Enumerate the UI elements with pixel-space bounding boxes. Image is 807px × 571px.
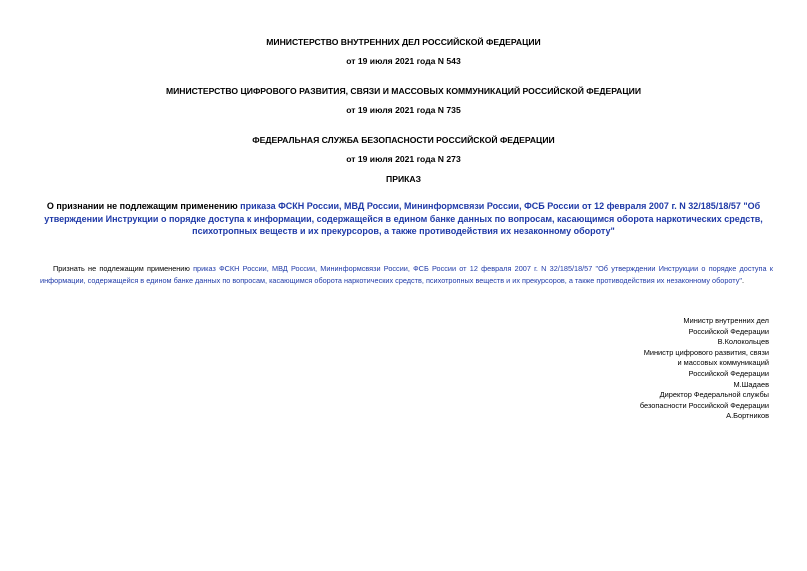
body-suffix: . (741, 275, 744, 285)
fsb-order-date: от 19 июля 2021 года N 273 (346, 154, 461, 164)
title-order-link[interactable]: приказа ФСКН России, МВД России, Мининформсвязи России, ФСБ России от 12 февраля 2007 г. N 32/185/18/57 "Об утверждении Инструкции о порядке доступа к информации, содержащейся в едином банке данных по вопросам, касающимся оборота наркотических средств, психотропных веществ и их прекурсоров, а также противодействия их незаконному обороту" (44, 201, 763, 236)
signature-line: Министр внутренних дел (683, 316, 769, 325)
document-title (36, 200, 771, 238)
ministry-mintsifry-heading: МИНИСТЕРСТВО ЦИФРОВОГО РАЗВИТИЯ, СВЯЗИ И МАССОВЫХ КОММУНИКАЦИЙ РОССИЙСКОЙ ФЕДЕРАЦИИ (165, 86, 642, 96)
document-type: ПРИКАЗ (386, 174, 421, 184)
fsb-heading: ФЕДЕРАЛЬНАЯ СЛУЖБА БЕЗОПАСНОСТИ РОССИЙСКОЙ ФЕДЕРАЦИИ (252, 135, 555, 145)
order-body-paragraph (40, 263, 773, 286)
signature-line: Директор Федеральной службы (659, 390, 769, 400)
signature-line: и массовых коммуникаций (677, 358, 769, 368)
ministry-mvd-heading: МИНИСТЕРСТВО ВНУТРЕННИХ ДЕЛ РОССИЙСКОЙ ФЕДЕРАЦИИ (266, 37, 541, 47)
body-prefix: Признать не подлежащим применению (53, 264, 194, 273)
mintsifry-order-date: от 19 июля 2021 года N 735 (346, 105, 461, 115)
signature-line: Российской Федерации (688, 326, 769, 336)
mvd-order-date: от 19 июля 2021 года N 543 (346, 56, 461, 66)
signature-block (640, 316, 769, 422)
signature-name: М.Шадаев (733, 379, 769, 389)
signature-name: А.Бортников (726, 411, 769, 421)
signature-name: В.Колокольцев (717, 337, 769, 347)
signature-line: Министр цифрового развития, связи (643, 347, 769, 357)
body-order-link[interactable]: приказ ФСКН России, МВД России, Мининформсвязи России, ФСБ России от 12 февраля 2007 г. N 32/185/18/57 "Об утверждении Инструкции о порядке доступа к информации, содержащейся в едином банке данных по вопросам, касающимся оборота наркотических средств, психотропных веществ и их прекурсоров, а также противодействия их незаконному обороту" (40, 264, 773, 285)
signature-line: Российской Федерации (688, 368, 769, 378)
signature-line: безопасности Российской Федерации (639, 400, 769, 410)
title-prefix: О признании не подлежащим применению (46, 201, 241, 211)
